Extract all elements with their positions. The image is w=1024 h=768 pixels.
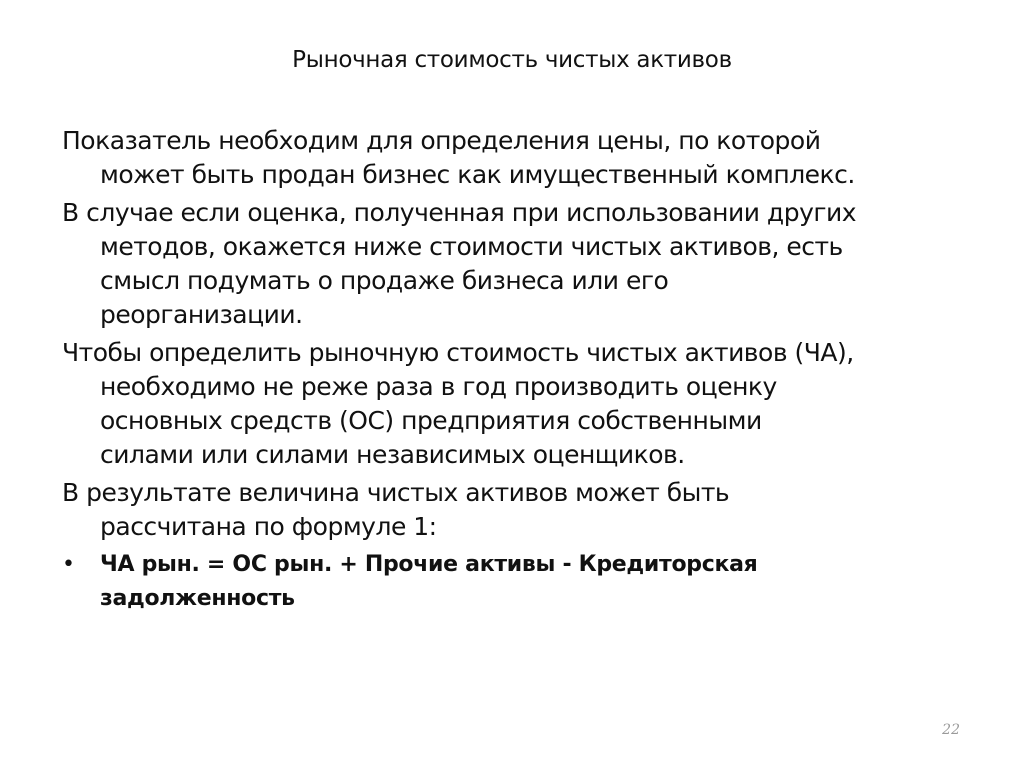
formula-text: ЧА рын. = ОС рын. + Прочие активы - Кредиторская задолженность	[100, 552, 758, 611]
paragraph-3: Чтобы определить рыночную стоимость чистых активов (ЧА), необходимо не реже раза в год производить оценку основных средств (ОС) предприятия собственными силами или силами независимых оценщиков.	[62, 338, 854, 469]
paragraph-2: В случае если оценка, полученная при использовании других методов, окажется ниже стоимости чистых активов, есть смысл подумать о продаже бизнеса или его реорганизации.	[62, 198, 857, 329]
page-number: 22	[942, 722, 960, 738]
paragraph-1: Показатель необходим для определения цены, по которой может быть продан бизнес как имущественный комплекс.	[62, 126, 855, 189]
formula-bullet	[62, 548, 862, 616]
paragraph-4: В результате величина чистых активов может быть рассчитана по формуле 1:	[62, 478, 730, 541]
slide-title: Рыночная стоимость чистых активов	[292, 47, 732, 73]
bullet-icon: •	[62, 552, 75, 577]
slide-body	[62, 124, 862, 616]
